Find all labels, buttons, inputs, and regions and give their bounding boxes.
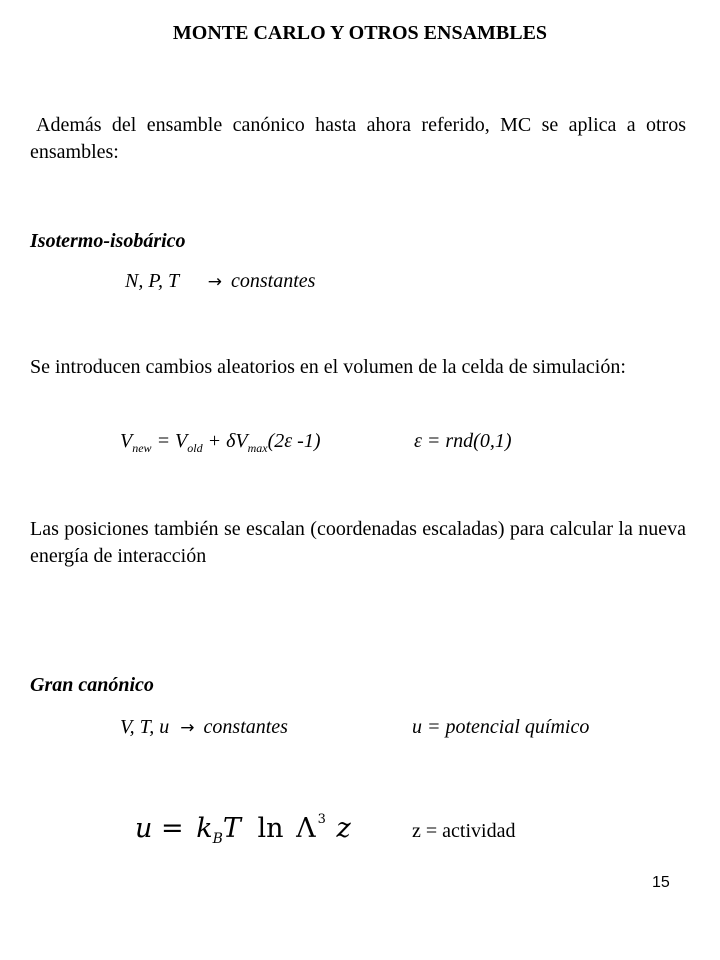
eq-old-sub: old — [187, 441, 203, 455]
isotermo-constants — [125, 270, 315, 293]
formula-exp: 3 — [317, 812, 326, 827]
formula-b-sub: B — [212, 831, 223, 847]
eq-plus: + δV — [202, 430, 248, 452]
eq-max-sub: max — [247, 441, 268, 455]
isotermo-vars: N, P, T — [125, 270, 179, 292]
eq-new-sub: new — [132, 441, 152, 455]
formula-lambda: Λ — [296, 813, 316, 844]
gran-result: constantes — [203, 716, 288, 738]
isotermo-result: constantes — [231, 270, 316, 292]
eq-tail: (2ε -1) — [267, 430, 321, 452]
eq-v: V — [120, 430, 133, 452]
formula-lhs: u = — [135, 813, 184, 844]
scaling-paragraph: Las posiciones también se escalan (coordenadas escaladas) para calcular la nueva energía de interacción — [30, 518, 686, 567]
page-number: 15 — [652, 874, 670, 891]
formula-z: z — [336, 813, 351, 844]
chemical-potential-formula — [135, 812, 351, 847]
intro-paragraph: Además del ensamble canónico hasta ahora referido, MC se aplica a otros ensambles: — [30, 114, 686, 163]
isotermo-heading: Isotermo-isobárico — [30, 230, 186, 252]
arrow-right-icon: → — [207, 272, 222, 292]
formula-t: T — [222, 813, 241, 844]
eq-equals: = V — [151, 430, 188, 452]
volume-change-paragraph: Se introducen cambios aleatorios en el volumen de la celda de simulación: — [30, 356, 626, 378]
chemical-potential-definition: u = potencial químico — [412, 716, 590, 738]
page-title: MONTE CARLO Y OTROS ENSAMBLES — [172, 22, 548, 44]
arrow-right-icon: → — [180, 718, 195, 738]
gran-vars: V, T, u — [120, 716, 170, 738]
formula-ln: ln — [257, 813, 284, 844]
gran-constants — [120, 716, 288, 739]
epsilon-definition: ε = rnd(0,1) — [414, 430, 512, 452]
gran-heading: Gran canónico — [30, 674, 154, 696]
activity-definition: z = actividad — [412, 820, 516, 842]
formula-k: k — [196, 813, 213, 844]
volume-equation — [120, 430, 321, 453]
